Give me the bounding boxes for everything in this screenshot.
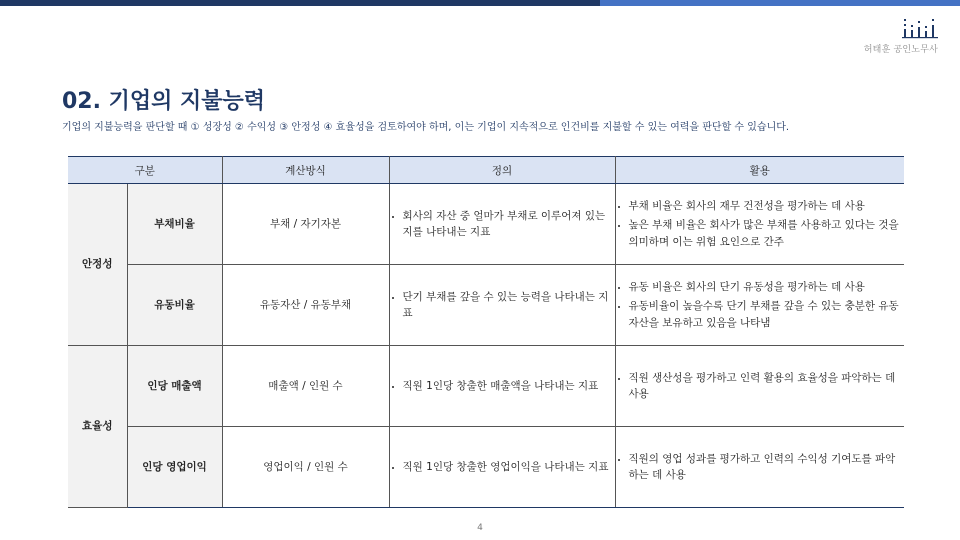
usage-bullet: • 부채 비율은 회사의 재무 건전성을 평가하는 데 사용 xyxy=(629,198,905,214)
header-usage: 활용 xyxy=(615,157,904,184)
group-label: 효율성 xyxy=(68,346,127,508)
header-method: 계산방식 xyxy=(222,157,389,184)
usage-bullet: • 유동 비율은 회사의 단기 유동성을 평가하는 데 사용 xyxy=(629,279,905,295)
row-usage xyxy=(615,184,904,265)
usage-bullet: • 직원 생산성을 평가하고 인력 활용의 효율성을 파악하는 데 사용 xyxy=(629,370,905,403)
definition-bullet: • 직원 1인당 창출한 영업이익을 나타내는 지표 xyxy=(403,459,615,475)
definition-bullet: • 단기 부채를 갚을 수 있는 능력을 나타내는 지표 xyxy=(403,289,615,322)
table-row xyxy=(68,427,904,508)
top-accent-bar-dark xyxy=(0,0,600,6)
page-subtitle: 기업의 지불능력을 판단할 때 ① 성장성 ② 수익성 ③ 안정성 ④ 효율성을 검토하여야 하며, 이는 기업이 지속적으로 인건비를 지불할 수 있는 여력을 판단할 수 있습니다. xyxy=(62,122,790,133)
definition-bullet: • 회사의 자산 중 얼마가 부채로 이루어져 있는지를 나타내는 지표 xyxy=(403,208,615,241)
header-category: 구분 xyxy=(68,157,222,184)
top-accent-bar-light xyxy=(600,0,960,6)
table-row xyxy=(68,184,904,265)
row-definition xyxy=(389,184,615,265)
row-method: 부채 / 자기자본 xyxy=(222,184,389,265)
group-label: 안정성 xyxy=(68,184,127,346)
row-usage xyxy=(615,265,904,346)
row-item: 유동비율 xyxy=(127,265,222,346)
row-method: 매출액 / 인원 수 xyxy=(222,346,389,427)
row-definition xyxy=(389,265,615,346)
table-header-row xyxy=(68,157,904,184)
row-usage xyxy=(615,346,904,427)
row-method: 영업이익 / 인원 수 xyxy=(222,427,389,508)
page-number: 4 xyxy=(477,523,483,533)
table-row xyxy=(68,265,904,346)
usage-bullet: • 유동비율이 높을수록 단기 부채를 갚을 수 있는 충분한 유동 자산을 보유하고 있음을 나타냄 xyxy=(629,298,905,331)
payment-capacity-table xyxy=(68,156,904,508)
definition-bullet: • 직원 1인당 창출한 매출액을 나타내는 지표 xyxy=(403,378,615,394)
firm-name: 허태훈 공인노무사 xyxy=(863,45,938,55)
page-title: 02. 기업의 지불능력 xyxy=(62,89,266,114)
row-usage xyxy=(615,427,904,508)
row-definition xyxy=(389,427,615,508)
row-item: 인당 영업이익 xyxy=(127,427,222,508)
row-definition xyxy=(389,346,615,427)
usage-bullet: • 높은 부채 비율은 회사가 많은 부채를 사용하고 있다는 것을 의미하며 이는 위험 요인으로 간주 xyxy=(629,217,905,250)
row-method: 유동자산 / 유동부채 xyxy=(222,265,389,346)
row-item: 인당 매출액 xyxy=(127,346,222,427)
header-definition: 정의 xyxy=(389,157,615,184)
table-row xyxy=(68,346,904,427)
bar-chart-logo-icon xyxy=(902,17,938,39)
row-item: 부채비율 xyxy=(127,184,222,265)
usage-bullet: • 직원의 영업 성과를 평가하고 인력의 수익성 기여도를 파악하는 데 사용 xyxy=(629,451,905,484)
